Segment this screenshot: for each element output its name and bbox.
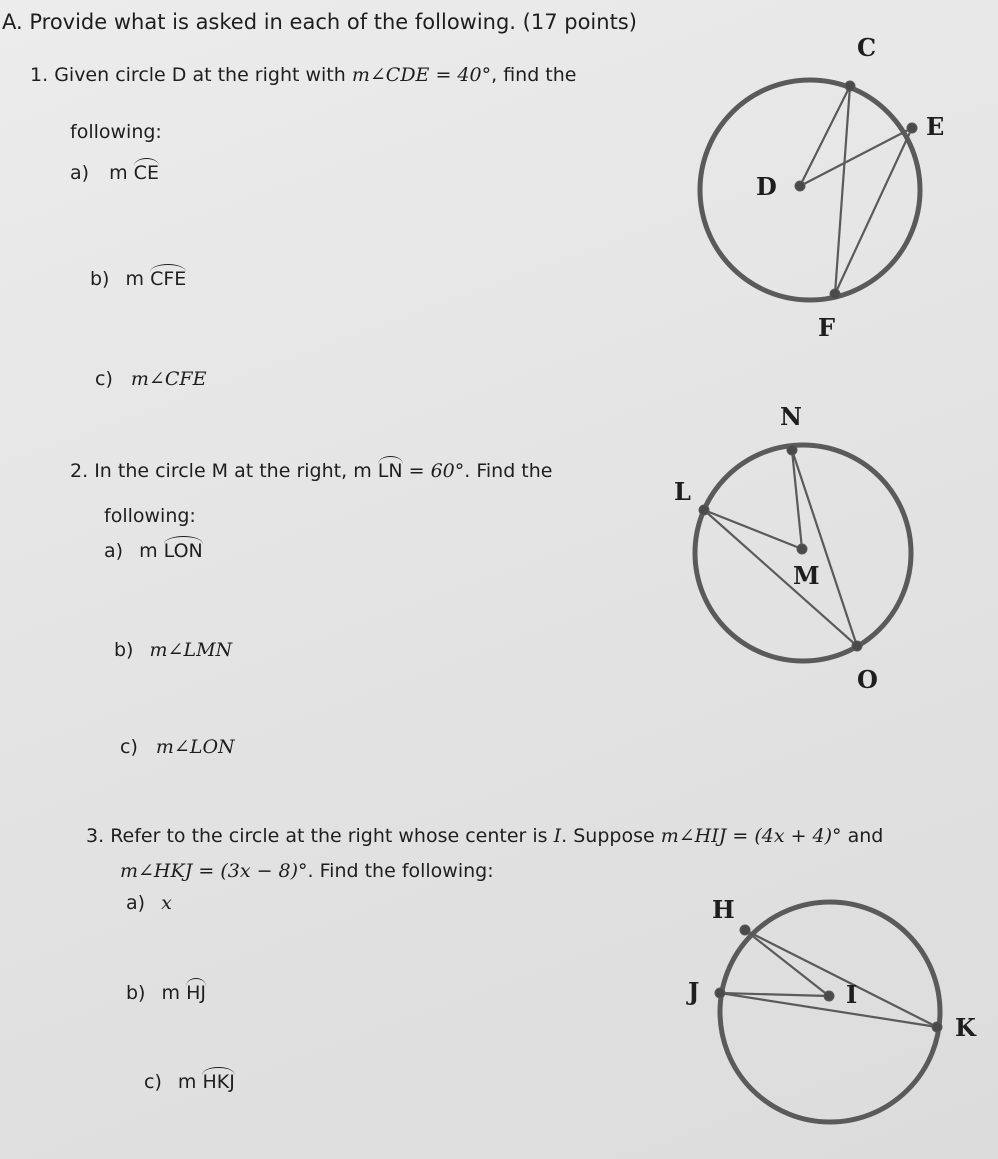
point-j <box>715 988 725 998</box>
point-o <box>852 641 862 651</box>
segment-lm <box>704 510 802 549</box>
label-j: J <box>688 977 700 1006</box>
q2b-label: b) <box>114 639 134 661</box>
q3a-label: a) <box>126 892 146 914</box>
label-c: C <box>857 33 877 62</box>
q2-number: 2. <box>70 460 89 482</box>
q2a-label: a) <box>104 540 124 562</box>
q1a-arc: CE <box>133 162 159 184</box>
label-h: H <box>712 895 735 924</box>
q2-intro: In the circle M at the right, <box>94 460 348 482</box>
q3-intro-end: . Find the following: <box>307 860 494 882</box>
point-d <box>795 181 805 191</box>
point-k <box>932 1022 942 1032</box>
point-h <box>740 925 750 935</box>
point-f <box>830 289 840 299</box>
section-heading: A. Provide what is asked in each of the following. (17 points) <box>2 10 637 34</box>
point-m <box>797 544 807 554</box>
label-o: O <box>857 665 878 694</box>
label-d: D <box>756 172 777 201</box>
q2a-prefix: m <box>139 540 158 562</box>
q3c-arc: HKJ <box>202 1071 235 1093</box>
figure-circle-d <box>700 80 920 300</box>
segment-cd <box>800 86 850 186</box>
q3-intro-mid: . Suppose <box>561 825 655 847</box>
q2b-text: m∠LMN <box>149 639 233 661</box>
q1-intro: Given circle D at the right with <box>54 64 346 86</box>
q2-intro-end: . Find the <box>464 460 553 482</box>
point-c <box>845 81 855 91</box>
segment-hi <box>745 930 829 996</box>
segment-de <box>800 128 912 186</box>
q2c-text: m∠LON <box>155 736 235 758</box>
label-k: K <box>955 1013 976 1042</box>
q1a-prefix: m <box>109 162 128 184</box>
q2-given-arc: LN <box>377 460 403 482</box>
q2a-arc: LON <box>163 540 203 562</box>
point-e <box>907 123 917 133</box>
q3-and: and <box>847 825 884 847</box>
q2-given-suffix: = 60° <box>408 460 465 482</box>
label-f: F <box>818 313 836 342</box>
q1b-label: b) <box>90 268 110 290</box>
q1-given: m∠CDE = 40° <box>351 64 492 86</box>
q3b-prefix: m <box>161 982 181 1004</box>
q1c-label: c) <box>95 368 113 390</box>
q3c-prefix: m <box>177 1071 197 1093</box>
q3-intro: Refer to the circle at the right whose center is <box>110 825 548 847</box>
q1-intro-end: , find the <box>491 64 577 86</box>
label-l: L <box>674 477 691 506</box>
point-n <box>787 445 797 455</box>
q2-given-prefix: m <box>353 460 372 482</box>
q1c-text: m∠CFE <box>130 368 207 390</box>
q1a-label: a) <box>70 162 90 184</box>
q3-center: I <box>553 825 562 847</box>
q3b-label: b) <box>126 982 146 1004</box>
label-n: N <box>780 402 802 431</box>
q3a-text: x <box>161 892 172 914</box>
q3-given1: m∠HIJ = (4x + 4)° <box>660 825 842 847</box>
figure-circle-m <box>695 445 911 661</box>
q1b-arc: CFE <box>150 268 187 290</box>
q1-following: following: <box>70 121 162 143</box>
q3-given2: m∠HKJ = (3x − 8)° <box>120 860 308 882</box>
label-i: I <box>846 980 858 1009</box>
q3b-arc: HJ <box>186 982 206 1004</box>
q1b-prefix: m <box>125 268 145 290</box>
q2-following: following: <box>104 505 196 527</box>
label-m: M <box>793 561 820 590</box>
segment-cf <box>835 86 850 294</box>
circle-d-outline <box>700 80 920 300</box>
q3-number: 3. <box>86 825 105 847</box>
segment-fe <box>835 128 912 294</box>
figure-circle-i <box>715 902 942 1122</box>
label-e: E <box>926 112 945 141</box>
point-l <box>699 505 709 515</box>
point-i <box>824 991 834 1001</box>
q2c-label: c) <box>120 736 138 758</box>
q1-number: 1. <box>30 64 49 86</box>
q3c-label: c) <box>144 1071 162 1093</box>
